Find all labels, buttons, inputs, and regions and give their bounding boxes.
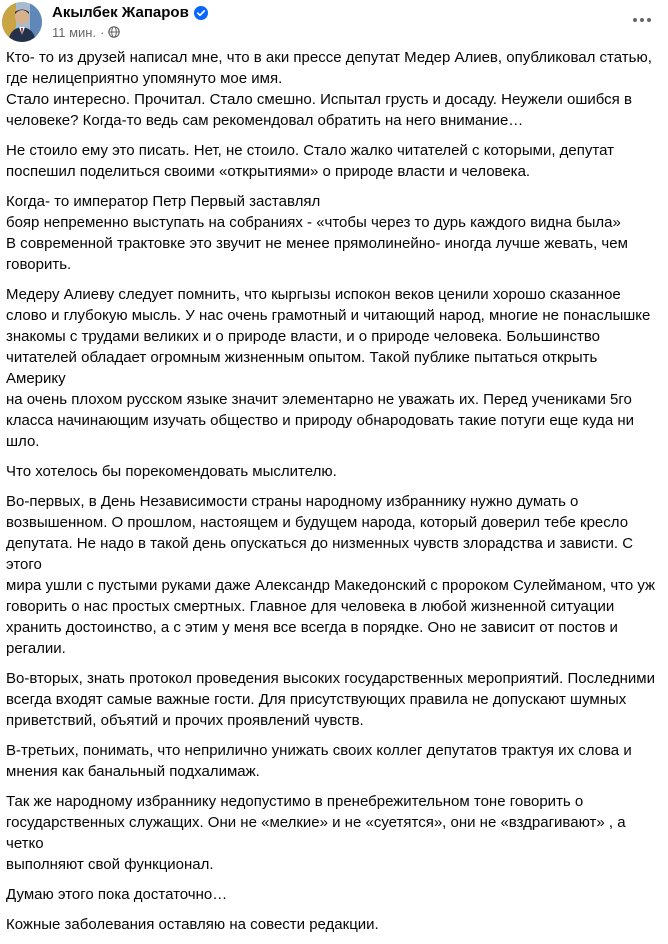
verified-badge-icon	[194, 6, 208, 20]
post-paragraph: Кожные заболевания оставляю на совести редакции.	[6, 916, 379, 933]
author-row	[52, 3, 208, 23]
author-avatar[interactable]	[2, 2, 42, 42]
post-text	[6, 47, 656, 944]
post-paragraph: Не стоило ему это писать. Нет, не стоило. Стало жалко читателей с которыми, депутат поспешил поделиться своими «открытиями» о природе власти и человека.	[6, 142, 614, 180]
post-paragraph: Так же народному избраннику недопустимо в пренебрежительном тоне говорить о государственных служащих. Они не «мелкие» и не «суетятся», они не «вздрагивают» , а четко выполняют свой функционал.	[6, 793, 626, 873]
post-paragraph: В-третьих, понимать, что неприлично унижать своих коллег депутатов трактуя их слова и мнения как банальный подхалимаж.	[6, 742, 632, 780]
post-time[interactable]: 11 мин.	[52, 24, 97, 40]
post-meta	[52, 24, 120, 40]
meta-separator: ·	[100, 24, 105, 40]
globe-icon[interactable]	[108, 26, 120, 38]
avatar-photo-icon	[2, 2, 42, 42]
post-paragraph: Что хотелось бы порекомендовать мыслителю.	[6, 463, 337, 480]
author-name[interactable]: Акылбек Жапаров	[52, 4, 189, 21]
post-paragraph: Думаю этого пока достаточно…	[6, 886, 228, 903]
post-paragraph: Во-первых, в День Независимости страны народному избраннику нужно думать о возвышенном. О прошлом, настоящем и будущем народа, который доверил тебе кресло депутата. Не надо в такой день опускаться до низменных чувств злорадства и зависти. С этого мира ушли с пустыми руками даже Александр Македонский с пророком Сулейманом, что уж говорить о нас простых смертных. Главное для человека в любой жизненной ситуации хранить достоинство, а с этим у меня все всегда в порядке. Оно не зависит от постов и регалии.	[6, 493, 656, 657]
more-horizontal-icon[interactable]	[628, 6, 656, 34]
post-paragraph: Во-вторых, знать протокол проведения высоких государственных мероприятий. Последними всегда входят самые важные гости. Для присутствующих правила не допускают шумных приветствий, объятий и прочих проявлений чувств.	[6, 670, 655, 729]
post-header	[0, 0, 668, 44]
post-paragraph: Когда- то император Петр Первый заставлял бояр непременно выступать на собраниях - «чтобы через то дурь каждого видна была» В современной трактовке это звучит не менее прямолинейно- иногда лучше жевать, чем говорить.	[6, 193, 628, 273]
post-paragraph: Кто- то из друзей написал мне, что в аки прессе депутат Медер Алиев, опубликовал статью, где нелицеприятно упомянуто мое имя. Стало интересно. Прочитал. Стало смешно. Испытал грусть и досаду. Неужели ошибся в человеке? Когда-то ведь сам рекомендовал обратить на него внимание…	[6, 49, 652, 129]
post-paragraph: Медеру Алиеву следует помнить, что кыргызы испокон веков ценили хорошо сказанное слово и глубокую мысль. У нас очень грамотный и читающий народ, многие не понаслышке знакомы с трудами великих и о природе власти, и о природе человека. Большинство читателей обладает огромным жизненным опытом. Такой публике пытаться открыть Америку на очень плохом русском языке значит элементарно не уважать их. Перед учениками 5го класса начинающим изучать общество и природу обнародовать такие потуги еще куда ни шло.	[6, 286, 651, 450]
